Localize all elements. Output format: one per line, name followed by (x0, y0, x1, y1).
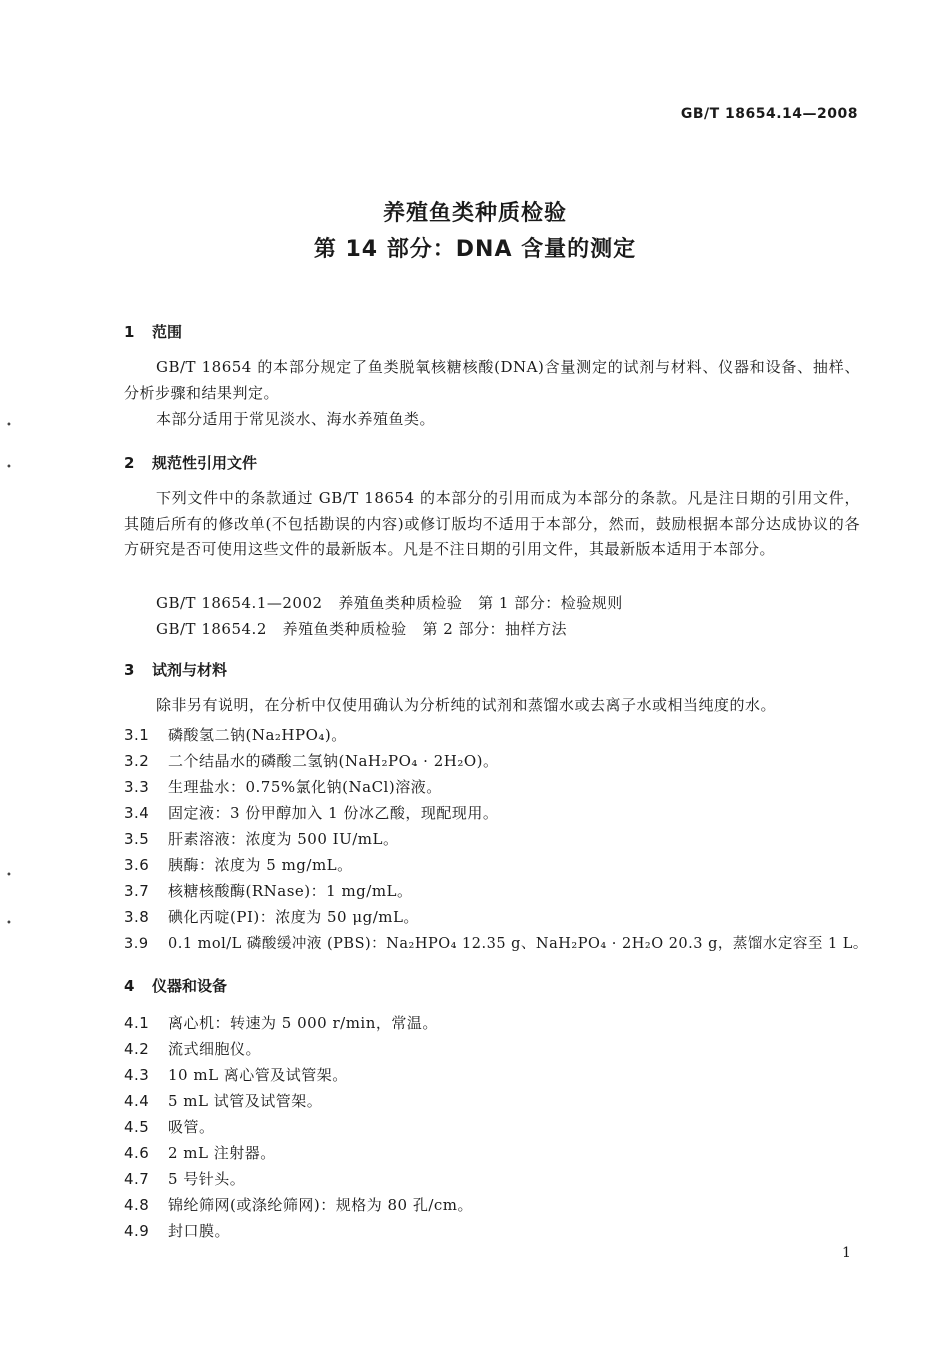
list-item: 4.7 5 号针头。 (124, 1170, 246, 1188)
list-item: 3.8 碘化丙啶(PI)：浓度为 50 μg/mL。 (124, 908, 419, 926)
document-title: 养殖鱼类种质检验 (382, 201, 567, 226)
section-1-paragraph-1: GB/T 18654 的本部分规定了鱼类脱氧核糖核酸(DNA)含量测定的试剂与材料、仪器和设备、抽样、分析步骤和结果判定。 (124, 358, 860, 402)
section-2-heading (124, 452, 257, 473)
list-item: 3.3 生理盐水：0.75%氯化钠(NaCl)溶液。 (124, 778, 442, 796)
list-item: 4.6 2 mL 注射器。 (124, 1144, 276, 1162)
list-item: 3.9 0.1 mol/L 磷酸缓冲液 (PBS)：Na₂HPO₄ 12.35 g、NaH₂PO₄ · 2H₂O 20.3 g，蒸馏水定容至 1 L。 (124, 936, 868, 952)
section-3-heading (124, 659, 227, 680)
page-number: 1 (842, 1245, 851, 1261)
normative-reference: GB/T 18654.2 养殖鱼类种质检验 第 2 部分：抽样方法 (156, 620, 568, 638)
section-3-paragraph-1: 除非另有说明，在分析中仅使用确认为分析纯的试剂和蒸馏水或去离子水或相当纯度的水。 (156, 696, 777, 714)
section-1-heading (124, 321, 182, 342)
list-item: 3.1 磷酸氢二钠(Na₂HPO₄)。 (124, 726, 347, 744)
scan-mark: • (6, 918, 12, 929)
section-title: 试剂与材料 (152, 661, 228, 679)
scan-mark: • (6, 420, 12, 431)
list-item: 4.9 封口膜。 (124, 1222, 231, 1240)
list-item: 3.5 肝素溶液：浓度为 500 IU/mL。 (124, 830, 399, 848)
list-item: 3.4 固定液：3 份甲醇加入 1 份冰乙酸，现配现用。 (124, 804, 499, 822)
section-title: 仪器和设备 (152, 977, 228, 995)
section-title: 规范性引用文件 (152, 454, 258, 472)
scan-mark: • (6, 870, 12, 881)
list-item: 3.7 核糖核酸酶(RNase)：1 mg/mL。 (124, 882, 413, 900)
section-2-paragraph-1: 下列文件中的条款通过 GB/T 18654 的本部分的引用而成为本部分的条款。凡是注日期的引用文件，其随后所有的修改单(不包括勘误的内容)或修订版均不适用于本部分，然而，鼓励根据本部分达成协议的各方研究是否可使用这些文件的最新版本。凡是不注日期的引用文件，其最新版本适用于本部分。 (124, 489, 860, 558)
section-number: 1 (124, 323, 135, 341)
list-item: 4.1 离心机：转速为 5 000 r/min，常温。 (124, 1014, 438, 1032)
list-item: 4.2 流式细胞仪。 (124, 1040, 262, 1058)
section-title: 范围 (152, 323, 183, 341)
section-4-heading (124, 975, 227, 996)
list-item: 3.6 胰酶：浓度为 5 mg/mL。 (124, 856, 353, 874)
scan-mark: • (6, 462, 12, 473)
document-subtitle: 第 14 部分：DNA 含量的测定 (313, 237, 637, 262)
list-item: 4.5 吸管。 (124, 1118, 215, 1136)
section-number: 4 (124, 977, 135, 995)
section-1-paragraph-2: 本部分适用于常见淡水、海水养殖鱼类。 (156, 410, 436, 428)
list-item: 4.8 锦纶筛网(或涤纶筛网)：规格为 80 孔/cm。 (124, 1196, 474, 1214)
standard-code: GB/T 18654.14—2008 (680, 106, 858, 122)
list-item: 4.3 10 mL 离心管及试管架。 (124, 1066, 348, 1084)
normative-reference: GB/T 18654.1—2002 养殖鱼类种质检验 第 1 部分：检验规则 (156, 594, 623, 612)
list-item: 4.4 5 mL 试管及试管架。 (124, 1092, 323, 1110)
list-item: 3.2 二个结晶水的磷酸二氢钠(NaH₂PO₄ · 2H₂O)。 (124, 752, 499, 770)
section-number: 3 (124, 661, 135, 679)
section-number: 2 (124, 454, 135, 472)
